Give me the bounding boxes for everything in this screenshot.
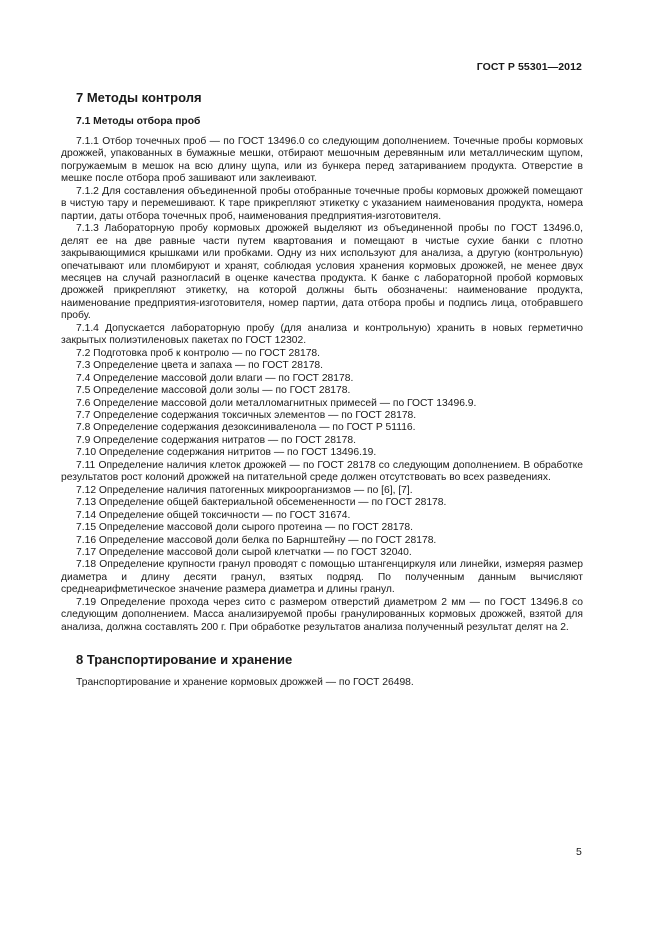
section-8 (61, 652, 583, 689)
paragraph-7-18: 7.18 Определение крупности гранул проводят с помощью штангенциркуля или линейки, измеряя размер диаметра и длину десяти гранул, взятых подряд. По полученным данным вычисляют среднеарифметическое значение размера диаметра и длины гранул. (61, 559, 583, 596)
paragraph-7-17: 7.17 Определение массовой доли сырой клетчатки — по ГОСТ 32040. (76, 546, 412, 558)
paragraph-7-4: 7.4 Определение массовой доли влаги — по ГОСТ 28178. (76, 372, 354, 384)
section-7-heading: 7 Методы контроля (76, 90, 202, 105)
section-8-heading: 8 Транспортирование и хранение (76, 652, 293, 668)
paragraph-7-11: 7.11 Определение наличия клеток дрожжей — по ГОСТ 28178 со следующим дополнением. В обработке результатов рост колоний дрожжей на питательной среде должен отсутствовать во всех разведениях. (61, 459, 583, 484)
paragraph-7-14: 7.14 Определение общей токсичности — по ГОСТ 31674. (76, 509, 351, 521)
subsection-7-1-heading: 7.1 Методы отбора проб (76, 116, 201, 127)
paragraph-7-19: 7.19 Определение прохода через сито с размером отверстий диаметром 2 мм — по ГОСТ 13496.8 со следующим дополнением. Масса анализируемой пробы гранулированных кормовых дрожжей, взятой для анализа, должна составлять 200 г. При обработке результатов анализа полученный результат делят на 2. (61, 596, 583, 633)
paragraph-8: Транспортирование и хранение кормовых дрожжей — по ГОСТ 26498. (76, 677, 414, 689)
paragraph-7-1-2: 7.1.2 Для составления объединенной пробы отобранные точечные пробы кормовых дрожжей помещают в чистую тару и перемешивают. К таре прикрепляют этикетку с указанием наименования продукта, номера партии, даты отбора точечных проб, наименования предприятия-изготовителя. (61, 185, 583, 222)
page-content (61, 90, 583, 690)
paragraph-7-2: 7.2 Подготовка проб к контролю — по ГОСТ 28178. (76, 347, 321, 359)
paragraph-7-9: 7.9 Определение содержания нитратов — по ГОСТ 28178. (76, 434, 356, 446)
paragraph-7-3: 7.3 Определение цвета и запаха — по ГОСТ 28178. (76, 360, 324, 372)
paragraph-7-13: 7.13 Определение общей бактериальной обсемененности — по ГОСТ 28178. (76, 497, 447, 509)
paragraph-7-15: 7.15 Определение массовой доли сырого протеина — по ГОСТ 28178. (76, 522, 413, 534)
page-number: 5 (576, 846, 582, 858)
document-id-header: ГОСТ Р 55301—2012 (476, 61, 582, 73)
paragraph-7-1-4: 7.1.4 Допускается лабораторную пробу (для анализа и контрольную) хранить в новых герметично закрытых полиэтиленовых пакетах по ГОСТ 12302. (61, 322, 583, 347)
paragraph-7-12: 7.12 Определение наличия патогенных микроорганизмов — по [6], [7]. (76, 484, 413, 496)
paragraph-7-1-3: 7.1.3 Лабораторную пробу кормовых дрожжей выделяют из объединенной пробы по ГОСТ 13496.0, делят ее на две равные части путем квартования и помещают в чистые сухие банки с плотно закрывающимися крышками или пробками. Одну из них используют для анализа, а другую (контрольную) опечатывают или пломбируют и хранят, соблюдая условия хранения кормовых дрожжей, не менее двух месяцев на случай разногласий в оценке качества продукта. К банке с лабораторной пробой кормовых дрожжей прикрепляют этикетку, на которой должны быть обозначены: наименование продукта, наименование предприятия-изготовителя, номер партии, дата отбора пробы и подпись лица, отобравшего пробу. (61, 223, 583, 322)
paragraph-7-8: 7.8 Определение содержания дезоксиниваленола — по ГОСТ Р 51116. (76, 422, 416, 434)
paragraph-7-16: 7.16 Определение массовой доли белка по Барнштейну — по ГОСТ 28178. (76, 534, 437, 546)
paragraph-7-5: 7.5 Определение массовой доли золы — по ГОСТ 28178. (76, 385, 351, 397)
paragraph-7-10: 7.10 Определение содержания нитритов — по ГОСТ 13496.19. (76, 447, 377, 459)
paragraph-7-1-1: 7.1.1 Отбор точечных проб — по ГОСТ 13496.0 со следующим дополнением. Точечные пробы кормовых дрожжей, упакованных в бумажные мешки, отбирают мешочным деревянным или металлическим щупом, погружаемым в мешок на всю длину щупа, или из бункера перед затариванием продукта. Отверстие в мешке после отбора проб зашивают или заклеивают. (61, 136, 583, 185)
paragraph-7-7: 7.7 Определение содержания токсичных элементов — по ГОСТ 28178. (76, 409, 417, 421)
paragraph-7-6: 7.6 Определение массовой доли металломагнитных примесей — по ГОСТ 13496.9. (76, 397, 477, 409)
